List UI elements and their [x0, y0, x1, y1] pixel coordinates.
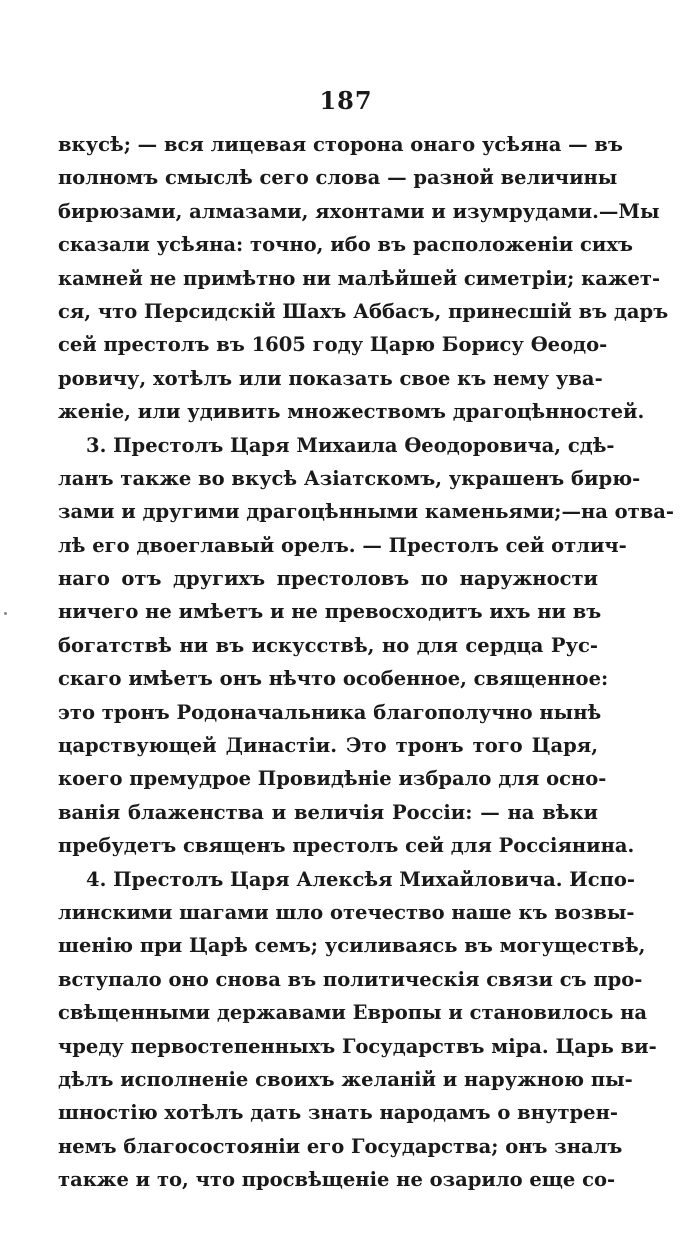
text-line: лѣ его двоеглавый орелъ. — Престолъ сей отлич-: [58, 533, 627, 557]
text-line: камней не примѣтно ни малѣйшей симетріи; кажет-: [58, 266, 661, 290]
text-line: дѣлъ исполненіе своихъ желаній и наружною пы-: [58, 1067, 633, 1091]
text-line: скаго имѣетъ онъ нѣчто особенное, священное:: [58, 667, 609, 691]
text-line: шенію при Царѣ семъ; усиливаясь въ могуществѣ,: [58, 934, 646, 958]
margin-speck: [4, 612, 7, 615]
text-line: ся, что Персидскій Шахъ Аббасъ, принесшій въ даръ: [58, 299, 669, 323]
text-line: царствующей Династіи. Это тронъ того Царя,: [58, 734, 598, 758]
text-line: наго отъ другихъ престоловъ по наружности: [58, 567, 598, 591]
text-line: ланъ также во вкусѣ Азіатскомъ, украшенъ бирю-: [58, 466, 641, 490]
text-line: чреду первостепенныхъ Государствъ міра. Царь ви-: [58, 1034, 657, 1058]
text-line: 4. Престолъ Царя Алексѣя Михайловича. Испо-: [86, 867, 635, 891]
text-line: зами и другими драгоцѣнными каменьями;—на отва-: [58, 500, 675, 524]
text-line: ничего не имѣетъ и не превосходитъ ихъ ни въ: [58, 600, 602, 624]
text-line: немъ благосостояніи его Государства; онъ зналъ: [58, 1134, 623, 1158]
text-line: шностію хотѣлъ дать знать народамъ о внутрен-: [58, 1101, 618, 1125]
text-line: коего премудрое Провидѣніе избрало для осно-: [58, 767, 607, 791]
body-text: [58, 128, 675, 1197]
text-line: ровичу, хотѣлъ или показать свое къ нему ува-: [58, 366, 603, 390]
text-line: сказали усѣяна: точно, ибо въ расположеніи сихъ: [58, 233, 633, 257]
text-line: также и то, что просвѣщеніе не озарило еще со-: [58, 1168, 616, 1192]
text-line: пребудетъ священъ престолъ сей для Россіянина.: [58, 834, 635, 858]
text-line: вкусѣ; — вся лицевая сторона онаго усѣяна — въ: [58, 133, 623, 156]
text-line: вступало оно снова въ политическія связи съ про-: [58, 967, 643, 991]
text-line: женіе, или удивить множествомъ драгоцѣнностей.: [58, 400, 645, 424]
text-line: сей престолъ въ 1605 году Царю Борису Өеодо-: [58, 333, 608, 357]
text-line: бирюзами, алмазами, яхонтами и изумрудами.—Мы: [58, 199, 660, 223]
text-line: 3. Престолъ Царя Михаила Өеодоровича, сдѣ-: [86, 433, 615, 457]
text-line: полномъ смыслѣ сего слова — разной величины: [58, 166, 618, 190]
text-line: свѣщенными державами Европы и становилось на: [58, 1001, 648, 1025]
text-line: это тронъ Родоначальника благополучно нынѣ: [58, 700, 602, 724]
text-line: богатствѣ ни въ искусствѣ, но для сердца Рус-: [58, 633, 598, 657]
text-line: линскими шагами шло отечество наше къ возвы-: [58, 900, 635, 924]
text-line: ванія блаженства и величія Россіи: — на вѣки: [58, 800, 598, 824]
page-number: 187: [319, 86, 373, 115]
